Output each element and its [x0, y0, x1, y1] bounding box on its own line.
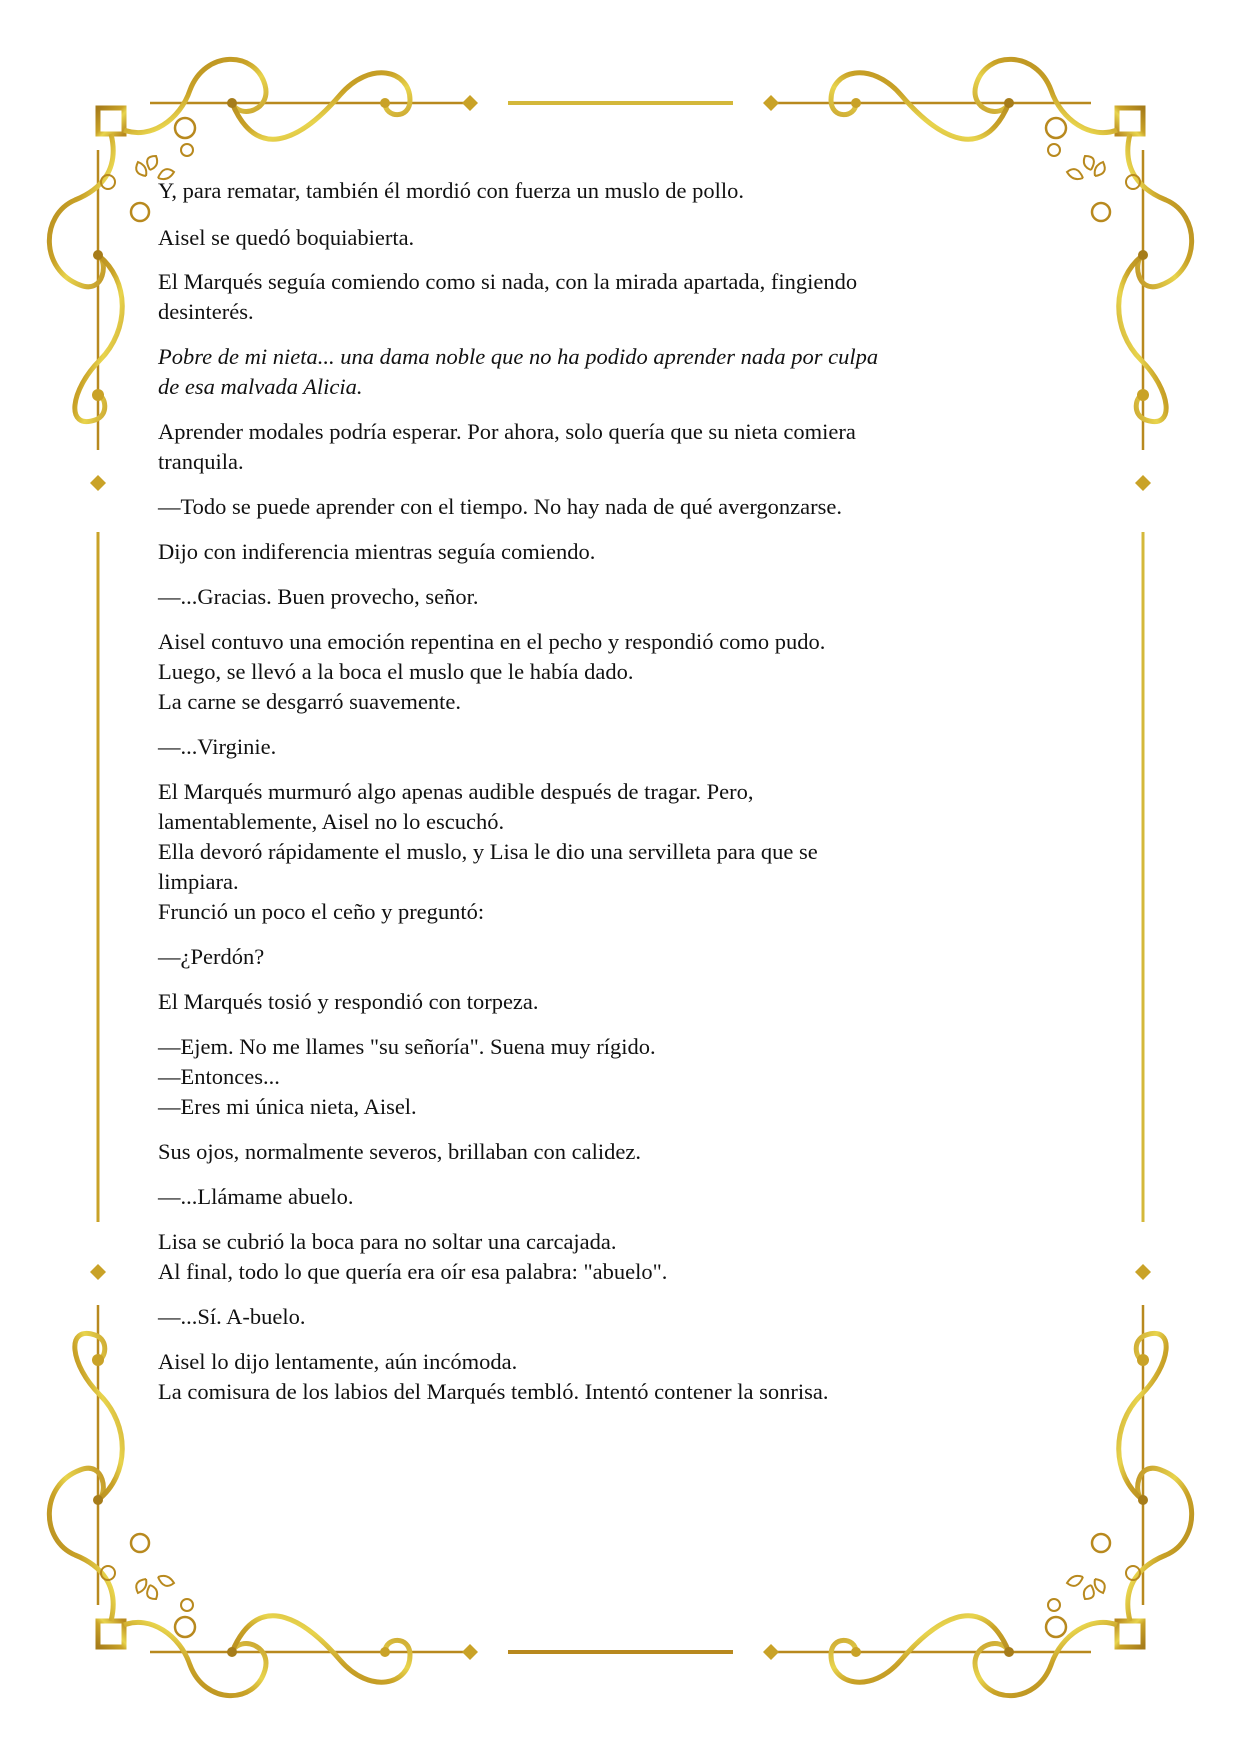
text-line: —...Sí. A-buelo.: [158, 1304, 306, 1329]
text-line: El Marqués tosió y respondió con torpeza.: [158, 989, 539, 1014]
text-line: —Eres mi única nieta, Aisel.: [158, 1094, 417, 1119]
paragraph: [158, 537, 595, 567]
paragraph: [158, 627, 825, 717]
text-line: lamentablemente, Aisel no lo escuchó.: [158, 809, 505, 834]
text-line: Pobre de mi nieta... una dama noble que no ha podido aprender nada por culpa: [158, 344, 879, 369]
paragraph: [158, 492, 842, 522]
text-line: limpiara.: [158, 869, 239, 894]
paragraph: [158, 1347, 828, 1407]
paragraph: [158, 223, 414, 253]
text-line: Lisa se cubrió la boca para no soltar una carcajada.: [158, 1229, 617, 1254]
text-line: de esa malvada Alicia.: [158, 374, 363, 399]
text-line: —Todo se puede aprender con el tiempo. No hay nada de qué avergonzarse.: [158, 494, 842, 519]
text-line: Ella devoró rápidamente el muslo, y Lisa le dio una servilleta para que se: [158, 839, 818, 864]
text-line: —...Gracias. Buen provecho, señor.: [158, 584, 479, 609]
text-line: —¿Perdón?: [158, 944, 265, 969]
text-line: Al final, todo lo que quería era oír esa palabra: "abuelo".: [158, 1259, 668, 1284]
text-line: Aisel se quedó boquiabierta.: [158, 225, 415, 250]
text-line: tranquila.: [158, 449, 244, 474]
paragraph: [158, 942, 264, 972]
text-line: —Entonces...: [158, 1064, 280, 1089]
paragraph: [158, 1227, 667, 1287]
paragraph: [158, 987, 539, 1017]
paragraph: [158, 1032, 656, 1122]
text-line: —...Virginie.: [158, 734, 277, 759]
text-line: La carne se desgarró suavemente.: [158, 689, 461, 714]
text-line: desinterés.: [158, 299, 254, 324]
text-line: —...Llámame abuelo.: [158, 1184, 354, 1209]
text-line: Y, para rematar, también él mordió con fuerza un muslo de pollo.: [158, 178, 744, 203]
text-line: —Ejem. No me llames "su señoría". Suena muy rígido.: [158, 1034, 656, 1059]
text-line: Aprender modales podría esperar. Por ahora, solo quería que su nieta comiera: [158, 419, 856, 444]
paragraph: [158, 732, 276, 762]
text-line: Aisel lo dijo lentamente, aún incómoda.: [158, 1349, 518, 1374]
text-line: Luego, se llevó a la boca el muslo que le había dado.: [158, 659, 634, 684]
paragraph: [158, 1182, 354, 1212]
text-line: Aisel contuvo una emoción repentina en el pecho y respondió como pudo.: [158, 629, 826, 654]
paragraph: [158, 777, 818, 927]
paragraph: [158, 417, 856, 477]
text-line: Frunció un poco el ceño y preguntó:: [158, 899, 485, 924]
text-line: Dijo con indiferencia mientras seguía comiendo.: [158, 539, 596, 564]
paragraph: [158, 582, 479, 612]
paragraph: [158, 176, 744, 206]
text-line: La comisura de los labios del Marqués tembló. Intentó contener la sonrisa.: [158, 1379, 829, 1404]
text-line: El Marqués murmuró algo apenas audible después de tragar. Pero,: [158, 779, 754, 804]
paragraph: [158, 267, 857, 327]
text-line: Sus ojos, normalmente severos, brillaban con calidez.: [158, 1139, 641, 1164]
paragraph: [158, 1137, 641, 1167]
text-line: El Marqués seguía comiendo como si nada, con la mirada apartada, fingiendo: [158, 269, 858, 294]
italic-thought-paragraph: [158, 342, 878, 402]
paragraph: [158, 1302, 306, 1332]
corner-ornament-bottom-right: [763, 1264, 1192, 1696]
